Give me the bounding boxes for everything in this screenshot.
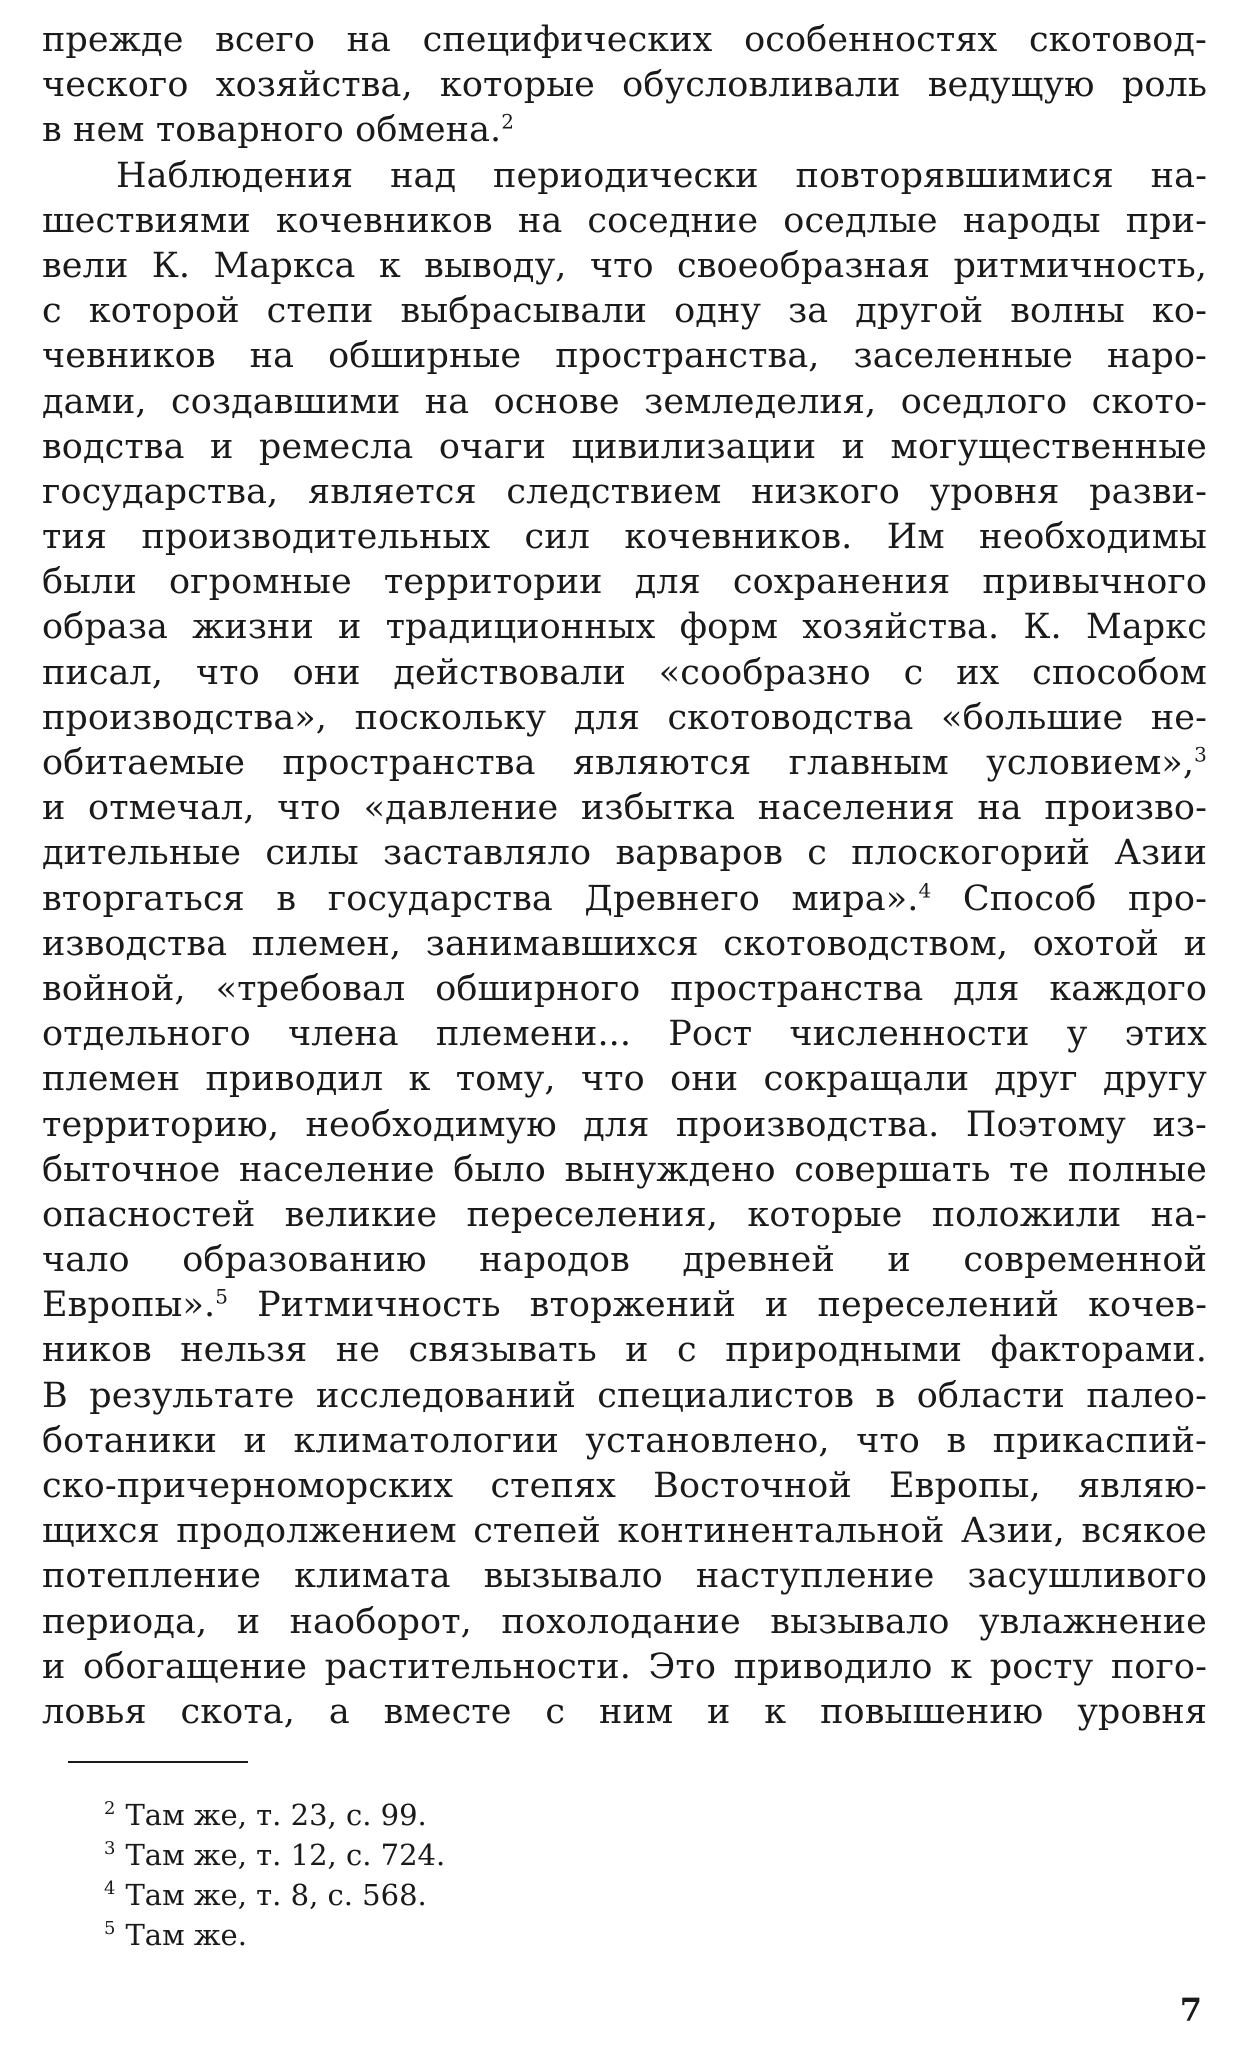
line-text: образа жизни и традиционных форм хозяйства. К. Маркс [42,607,1207,648]
line-text: периода, и наоборот, похолодание вызывало увлажнение [42,1601,1207,1642]
text-line [42,1238,1207,1283]
line-text: тия производительных сил кочевников. Им необходимы [42,517,1207,558]
footnotes [104,1795,445,1955]
line-text: изводства племен, занимавшихся скотоводством, охотой и [42,923,1207,964]
text-line [42,1509,1207,1554]
line-text: чало образованию народов древней и современной [42,1240,1207,1281]
text-line [42,334,1207,379]
line-text: государства, является следствием низкого уровня разви- [42,471,1207,512]
text-line [42,1012,1207,1057]
body-text [42,18,1207,1735]
text-line [42,967,1207,1012]
line-text: территорию, необходимую для производства. Поэтому из- [42,1104,1207,1145]
line-text: вели К. Маркса к выводу, что своеобразная ритмичность, [42,245,1207,286]
text-line [42,470,1207,515]
footnote-text: Там же, т. 12, с. 724. [125,1838,446,1872]
line-text: и обогащение растительности. Это приводило к росту пого- [42,1646,1207,1687]
line-text: в нем товарного обмена. [42,110,502,151]
text-line [42,741,1207,786]
line-text: ловья скота, а вместе с ним и к повышению уровня [42,1691,1207,1732]
footnote [104,1795,445,1835]
footnote [104,1835,445,1875]
page-number: 7 [1179,1991,1202,2029]
footnote-number: 2 [104,1798,116,1820]
footnote-ref: 4 [918,877,932,902]
line-text: быточное население было вынуждено совершать те полные [42,1149,1207,1190]
text-line [42,108,1207,153]
footnote-number: 5 [104,1918,116,1940]
footnote-separator [68,1761,248,1763]
text-line [42,560,1207,605]
text-line [42,922,1207,967]
footnote-ref: 5 [215,1284,229,1309]
text-line [42,1103,1207,1148]
text-line [42,380,1207,425]
line-text: опасностей великие переселения, которые положили на- [42,1194,1207,1235]
text-line [42,831,1207,876]
line-text: отдельного члена племени... Рост численности у этих [42,1014,1207,1055]
text-line [42,1283,1207,1328]
text-line [42,1419,1207,1464]
text-line [42,651,1207,696]
line-text: водства и ремесла очаги цивилизации и могущественные [42,426,1207,467]
text-line [42,244,1207,289]
line-text: Наблюдения над периодически повторявшимися на- [116,155,1207,196]
line-text: ско-причерноморских степях Восточной Европы, являю- [42,1466,1207,1506]
line-text-after: Способ про- [931,878,1208,919]
text-line [42,1464,1207,1509]
footnote-number: 3 [104,1838,116,1860]
text-line [42,786,1207,831]
text-line [42,515,1207,560]
line-text: ников нельзя не связывать и с природными факторами. [42,1330,1207,1371]
footnote [104,1915,445,1955]
text-line [42,1600,1207,1645]
text-line [42,1374,1207,1419]
text-line [42,1690,1207,1735]
text-line [42,877,1207,922]
text-line [42,1057,1207,1102]
line-text: производства», поскольку для скотоводства «большие не- [42,697,1207,738]
text-line [42,1554,1207,1599]
footnote-text: Там же, т. 23, с. 99. [125,1798,427,1832]
text-line [42,18,1207,63]
text-line [42,1193,1207,1238]
line-text: ческого хозяйства, которые обусловливали ведущую роль [42,65,1207,106]
text-line [42,605,1207,650]
text-line [42,199,1207,244]
footnote-text: Там же. [125,1918,247,1952]
text-line [42,1328,1207,1373]
line-text: шествиями кочевников на соседние оседлые народы при- [42,200,1207,241]
text-line [42,289,1207,334]
line-text: Европы». [42,1285,216,1326]
line-text: и отмечал, что «давление избытка населения на произво- [42,788,1207,829]
line-text: потепление климата вызывало наступление засушливого [42,1556,1207,1597]
footnote-ref: 2 [501,109,515,134]
line-text: войной, «требовал обширного пространства для каждого [42,968,1207,1009]
text-line [42,63,1207,108]
text-line [42,1645,1207,1690]
line-text: с которой степи выбрасывали одну за другой волны ко- [42,291,1207,332]
line-text: прежде всего на специфических особенностях скотовод- [42,20,1207,60]
line-text: обитаемые пространства являются главным условием», [42,743,1195,783]
line-text: ботаники и климатологии установлено, что в прикаспий- [42,1420,1207,1461]
line-text: В результате исследований специалистов в области палео- [42,1375,1207,1416]
footnote-ref: 3 [1194,742,1207,767]
line-text: дами, создавшими на основе земледелия, оседлого ското- [42,381,1207,422]
line-text: дительные силы заставляло варваров с плоскогорий Азии [42,833,1207,874]
footnote [104,1875,445,1915]
line-text: чевников на обширные пространства, заселенные наро- [42,336,1207,377]
line-text: вторгаться в государства Древнего мира». [42,878,919,919]
line-text: щихся продолжением степей континентальной Азии, всякое [42,1511,1207,1552]
text-line [42,696,1207,741]
text-line [42,425,1207,470]
line-text: писал, что они действовали «сообразно с их способом [42,652,1207,693]
line-text-after: Ритмичность вторжений и переселений кочев- [228,1285,1207,1326]
line-text: племен приводил к тому, что они сокращали друг другу [42,1059,1207,1100]
line-text: были огромные территории для сохранения привычного [42,562,1207,603]
footnote-number: 4 [104,1878,116,1900]
text-line [42,1148,1207,1193]
text-line [42,154,1207,199]
footnote-text: Там же, т. 8, с. 568. [125,1878,427,1912]
